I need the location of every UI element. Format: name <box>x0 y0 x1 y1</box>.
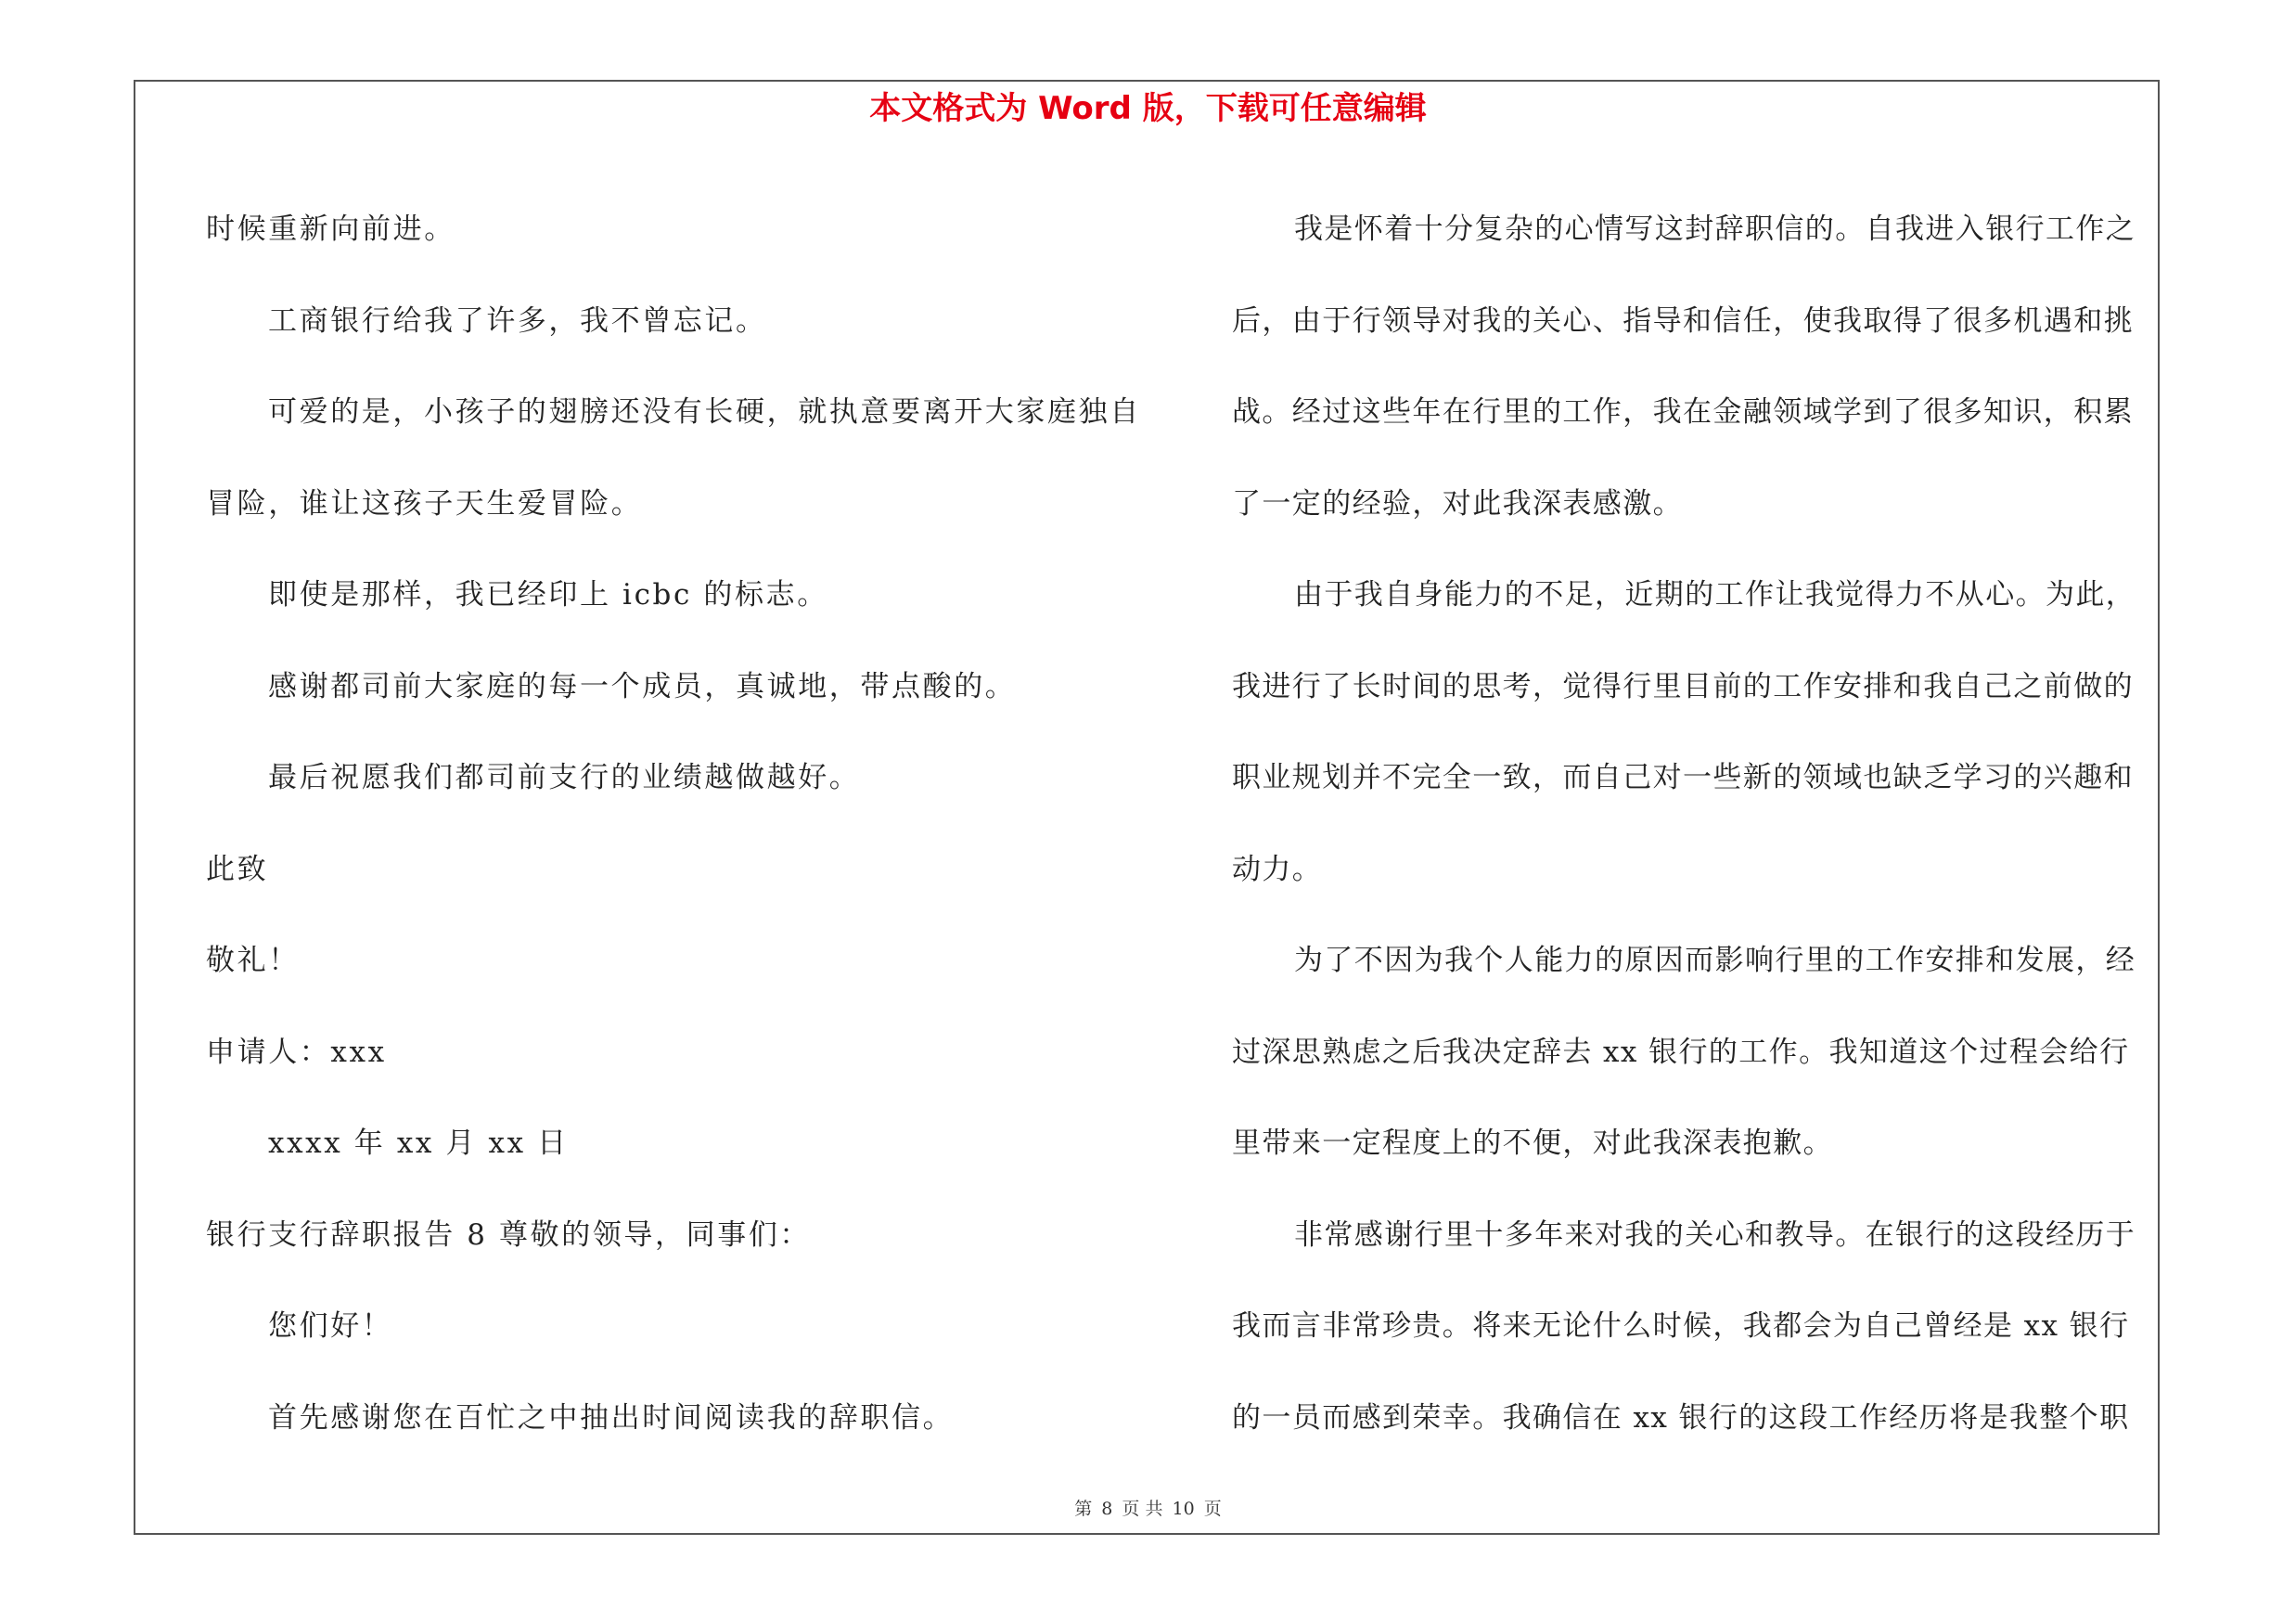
paragraph: 非常感谢行里十多年来对我的关心和教导。在银行的这段经历于我而言非常珍贵。将来无论什么时候，我都会为自己曾经是 xx 银行的一员而感到荣幸。我确信在 xx 银行的这段工作经历将是我整个职 <box>1232 1217 2136 1435</box>
left-column <box>206 184 1141 1463</box>
page-label-suffix: 页 <box>1203 1499 1222 1519</box>
header-banner: 本文格式为 Word 版，下载可任意编辑 <box>869 90 1427 127</box>
date-line: xxxx 年 xx 月 xx 日 <box>268 1127 569 1160</box>
paragraph: 冒险，谁让这孩子天生爱冒险。 <box>206 486 643 521</box>
paragraph: 为了不因为我个人能力的原因而影响行里的工作安排和发展，经过深思熟虑之后我决定辞去 xx 银行的工作。我知道这个过程会给行里带来一定程度上的不便，对此我深表抱歉。 <box>1232 944 2136 1160</box>
paragraph: 我是怀着十分复杂的心情写这封辞职信的。自我进入银行工作之后，由于行领导对我的关心、指导和信任，使我取得了很多机遇和挑战。经过这些年在行里的工作，我在金融领域学到了很多知识，积累了一定的经验，对此我深表感激。 <box>1232 213 2136 521</box>
paragraph: 可爱的是，小孩子的翅膀还没有长硬，就执意要离开大家庭独自 <box>268 395 1141 429</box>
total-pages-number: 10 <box>1172 1499 1195 1519</box>
greeting: 您们好！ <box>268 1309 393 1343</box>
paragraph: 即使是那样，我已经印上 icbc 的标志。 <box>268 578 828 612</box>
current-page-number: 8 <box>1101 1499 1113 1519</box>
closing-salutation: 此致 <box>206 852 269 886</box>
paragraph: 感谢都司前大家庭的每一个成员，真诚地，带点酸的。 <box>268 669 1017 703</box>
paragraph: 时候重新向前进。 <box>206 213 455 246</box>
applicant-line: 申请人：xxx <box>206 1035 387 1069</box>
paragraph: 由于我自身能力的不足，近期的工作让我觉得力不从心。为此，我进行了长时间的思考，觉得行里目前的工作安排和我自己之前做的职业规划并不完全一致，而自己对一些新的领域也缺乏学习的兴趣和动力。 <box>1232 578 2136 886</box>
paragraph: 最后祝愿我们都司前支行的业绩越做越好。 <box>268 761 861 794</box>
page-label-middle: 页 共 <box>1122 1499 1163 1519</box>
closing-regards: 敬礼！ <box>206 944 300 977</box>
page-footer <box>0 1498 2296 1520</box>
right-column <box>1232 184 2156 1463</box>
page-label-prefix: 第 <box>1074 1499 1093 1519</box>
paragraph: 工商银行给我了许多，我不曾忘记。 <box>268 303 767 338</box>
section-heading: 银行支行辞职报告 8 尊敬的领导，同事们： <box>206 1217 812 1252</box>
paragraph: 首先感谢您在百忙之中抽出时间阅读我的辞职信。 <box>268 1400 955 1435</box>
